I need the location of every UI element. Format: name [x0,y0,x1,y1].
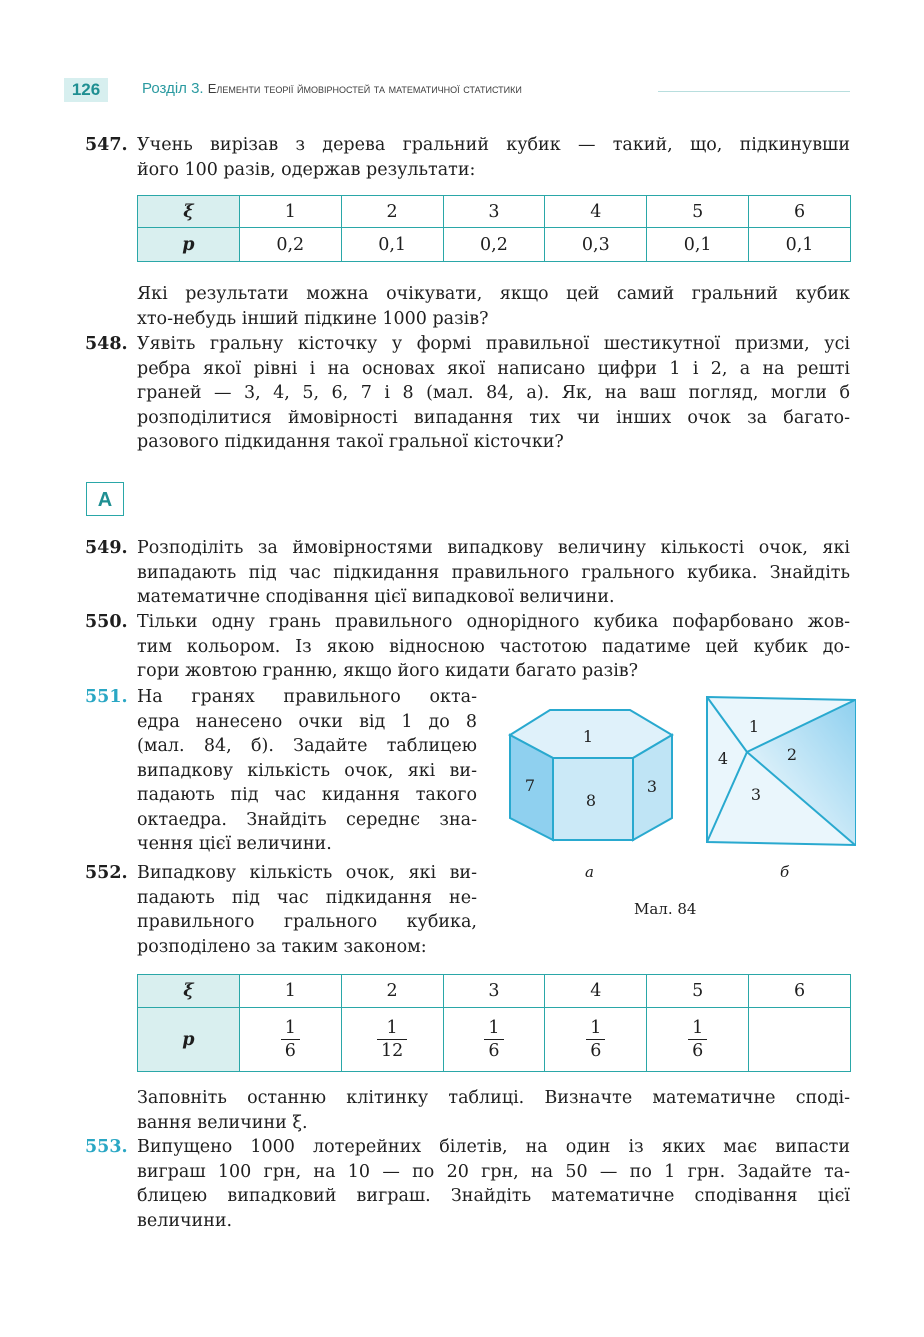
text-line: розподілено за таким законом: [137,936,427,957]
problem-text [137,133,850,182]
prism-label-front: 8 [585,791,597,810]
problem-550 [85,610,850,684]
table-cell: 2 [341,975,443,1008]
problem-547-question [137,282,850,331]
table-row-x [138,196,851,228]
numerator: 1 [484,1017,503,1040]
table-cell [647,1008,749,1072]
table-cell [341,1008,443,1072]
prism-label-right: 3 [646,777,658,796]
text-line: тим кольором. Із якою відносною частотою падатиме цей кубик до- [137,636,850,657]
text-line: хто-небудь інший підкине 1000 разів? [137,308,489,329]
denominator: 12 [380,1041,404,1061]
text-line: чення цієї величини. [137,834,332,854]
problem-number: 547. [85,135,128,155]
table-cell: 0,1 [647,228,749,262]
section-label: А [86,482,124,516]
distribution-table-547 [137,195,851,262]
text-line: виграш 100 грн, на 10 — по 20 грн, на 50 — по 1 грн. Задайте та- [137,1161,850,1182]
numerator: 1 [281,1017,300,1040]
figure-label-a: а [585,863,594,881]
prism-label-top: 1 [582,727,594,746]
octa-label-right: 2 [786,745,798,764]
fraction [688,1017,707,1062]
text-line: Тільки одну грань правильного однорідного кубика пофарбовано жов- [137,612,850,632]
denominator: 6 [284,1041,296,1061]
table-cell-empty [749,1008,851,1072]
problem-551 [85,685,477,857]
chapter-label: Розділ 3. [142,80,204,97]
table-cell: 5 [647,975,749,1008]
denominator: 6 [692,1041,704,1061]
text-line: правильного грального кубика, [137,912,477,932]
page-number: 126 [64,78,108,102]
table-row-x [138,975,851,1008]
row-header-x: ξ [138,196,240,228]
numerator: 1 [377,1017,407,1040]
text-line: едра нанесено очки від 1 до 8 [137,711,477,732]
text-line: математичне сподівання цієї випадкової величини. [137,587,615,607]
table-cell: 5 [647,196,749,228]
table-cell: 3 [443,196,545,228]
row-header-x: ξ [138,975,240,1008]
table-cell: 0,1 [341,228,443,262]
problem-number: 550. [85,612,128,632]
text-line: його 100 разів, одержав результати: [137,159,476,180]
table-cell: 6 [749,975,851,1008]
problem-547 [85,133,850,182]
problem-553 [85,1135,850,1233]
problem-552-question [137,1086,850,1135]
text-line: випадкову кількість очок, які ви- [137,760,477,781]
denominator: 6 [488,1041,500,1061]
fraction [377,1017,407,1062]
figure-label-b: б [780,863,790,881]
text-line: блицею випадковий виграш. Знайдіть математичне сподівання цієї [137,1186,850,1206]
text-line: випадають під час підкидання правильного грального кубика. Знайдіть [137,562,850,583]
page-header [64,72,850,106]
octa-label-top: 1 [748,717,760,736]
text-line: Учень вирізав з дерева гральний кубик — такий, що, підкинувши [137,135,850,155]
table-cell [443,1008,545,1072]
table-cell: 3 [443,975,545,1008]
figure-caption: Мал. 84 [634,900,697,918]
problem-number: 548. [85,334,128,354]
text-line: граней — 3, 4, 5, 6, 7 і 8 (мал. 84, а). Як, на ваш погляд, могли б [137,383,850,403]
text-line: разового підкидання такої гральної кісточки? [137,432,564,452]
problem-552 [85,861,477,959]
table-cell [239,1008,341,1072]
text-line: Які результати можна очікувати, якщо цей самий гральний кубик [137,284,850,304]
table-cell: 0,2 [239,228,341,262]
table-cell: 0,2 [443,228,545,262]
row-header-p: p [138,228,240,262]
text-line: Розподіліть за ймовірностями випадкову величину кількості очок, які [137,538,850,558]
text-line: На гранях правильного окта- [137,687,477,707]
hexagonal-prism [510,710,672,840]
chapter-name: Елементи теорії ймовірностей та математичної статистики [207,81,522,96]
fraction [281,1017,300,1062]
octa-label-left: 4 [717,749,729,768]
problem-text [137,536,850,610]
figure-84 [500,690,860,850]
table-row-p [138,1008,851,1072]
problem-text [137,685,477,857]
problem-number: 552. [85,863,128,883]
problem-548 [85,332,850,455]
header-rule [658,91,850,92]
text-line: гори жовтою гранню, якщо його кидати багато разів? [137,661,639,681]
table-cell: 4 [545,975,647,1008]
table-row-p [138,228,851,262]
table-cell: 4 [545,196,647,228]
problem-number: 553. [85,1137,128,1157]
problem-number: 549. [85,538,128,558]
text-line: розподілитися ймовірності випадання тих чи інших очок за багато- [137,407,850,428]
table-cell: 1 [239,196,341,228]
text-line: (мал. 84, б). Задайте таблицею [137,736,477,756]
text-line: октаедра. Знайдіть середнє зна- [137,809,477,830]
problem-text [137,1135,850,1233]
table-cell: 1 [239,975,341,1008]
problem-text [137,610,850,684]
octa-label-bottom: 3 [750,785,762,804]
text-line: падають під час кидання такого [137,785,477,805]
denominator: 6 [590,1041,602,1061]
text-line: падають під час підкидання не- [137,887,477,908]
problem-number: 551. [85,687,128,707]
distribution-table-552 [137,974,851,1072]
table-cell: 0,1 [749,228,851,262]
text-line: ребра якої рівні і на основах якої написано цифри 1 і 2, а на решті [137,358,850,379]
numerator: 1 [688,1017,707,1040]
text-line: Уявіть гральну кісточку у формі правильної шестикутної призми, усі [137,334,850,354]
text-line: вання величини ξ. [137,1112,308,1133]
text-line: Випадкову кількість очок, які ви- [137,863,477,883]
octahedron-projection [707,697,855,845]
problem-549 [85,536,850,610]
chapter-title [142,80,522,97]
text-line: величини. [137,1210,233,1231]
text-line: Заповніть останню клітинку таблиці. Визначте математичне споді- [137,1088,850,1108]
table-cell: 2 [341,196,443,228]
row-header-p: p [138,1008,240,1072]
table-cell: 6 [749,196,851,228]
fraction [484,1017,503,1062]
problem-text [137,861,477,959]
fraction [586,1017,605,1062]
problem-text [137,332,850,455]
text-line: Випущено 1000 лотерейних білетів, на один із яких має випасти [137,1137,850,1157]
table-cell [545,1008,647,1072]
numerator: 1 [586,1017,605,1040]
prism-label-left: 7 [524,776,536,795]
table-cell: 0,3 [545,228,647,262]
